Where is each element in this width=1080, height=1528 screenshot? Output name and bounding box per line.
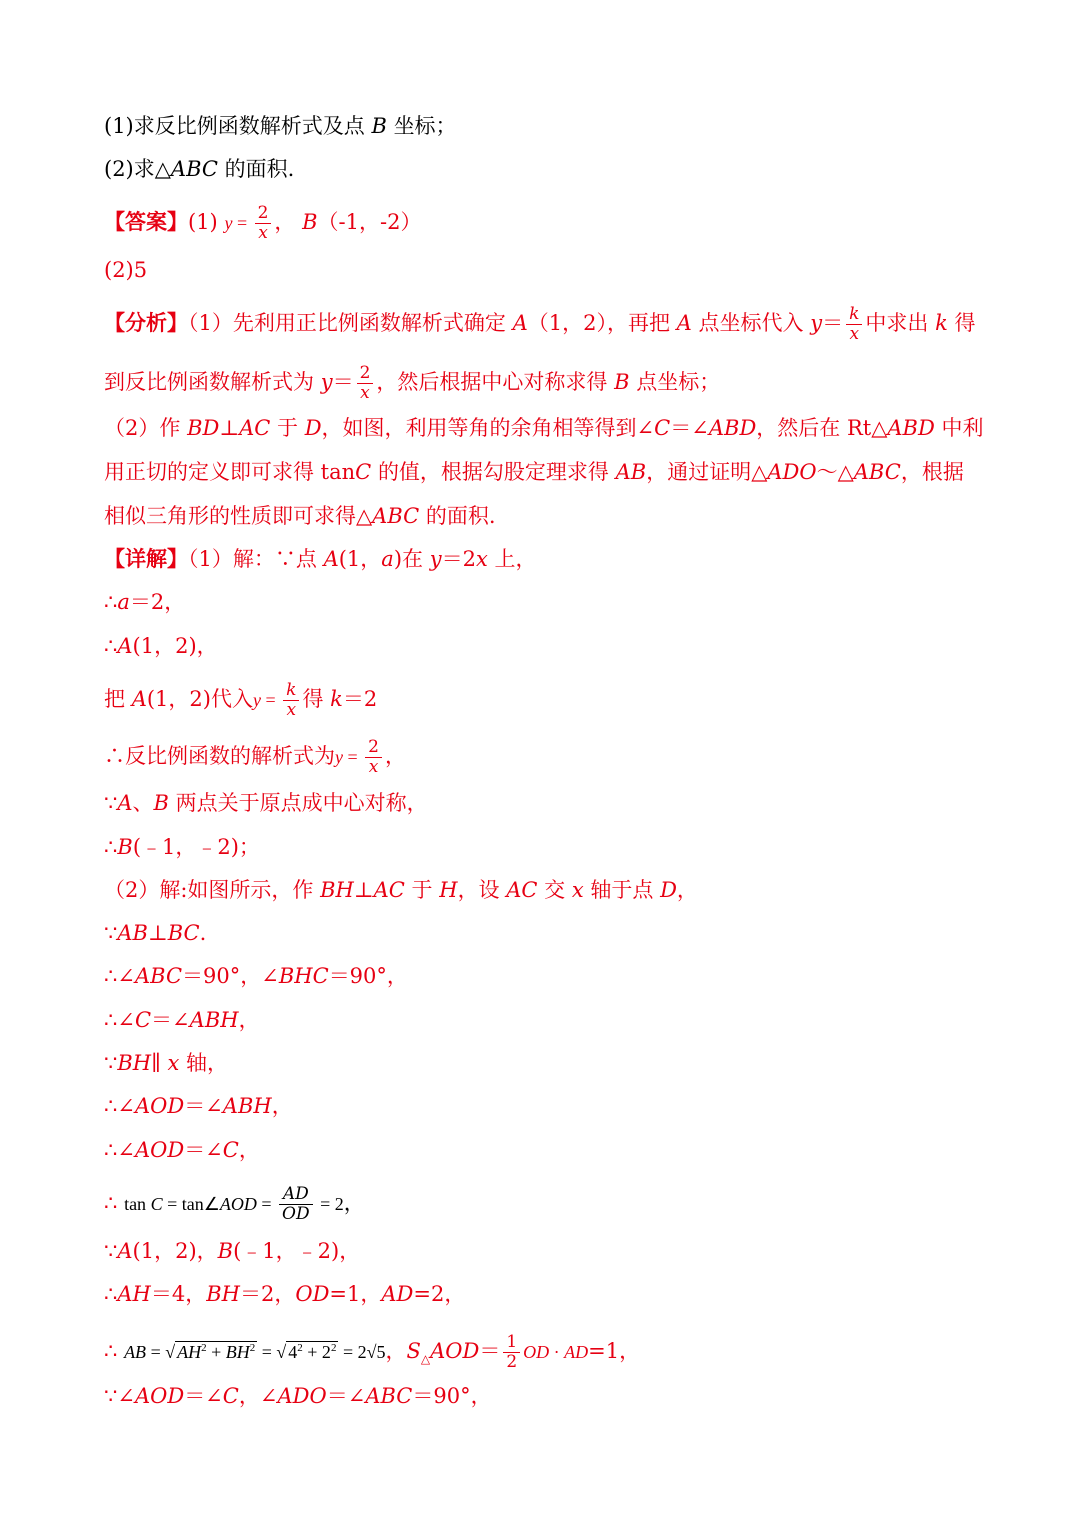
answer-line-1: 【答案】(1) y = $\frac{2}{x}$ ， B（-1，-2） bbox=[104, 203, 422, 243]
detail-line-18: ∴ AB = √ $AH^2 + BH^2$ = √ $4^2 + 2^2 = 2√5$，$S_\triangle AOD=$ $\frac{1}{2}$ OD · AD=1， bbox=[104, 1332, 641, 1372]
question-part-2: (2)求△ABC 的面积. bbox=[104, 157, 295, 181]
detail-line-11: ∴∠C＝∠ABH， bbox=[104, 1008, 260, 1032]
analysis-line-4: 用正切的定义即可求得 tanC 的值，根据勾股定理求得 AB，通过证明△ADO～△ABC，根据 bbox=[104, 460, 964, 484]
detail-line-4: 把 A(1，2)代入y = $\frac{k}{x}$ 得 k＝2 bbox=[104, 680, 378, 720]
detail-line-5: ∴反比例函数的解析式为y = $\frac{2}{x}$ ， bbox=[104, 737, 406, 777]
detail-line-17: ∴AH＝4，BH＝2，OD=1，AD=2， bbox=[104, 1282, 466, 1306]
detail-line-9: ∵AB⊥BC. bbox=[104, 921, 207, 945]
detail-tag: 【详解】 bbox=[104, 546, 188, 571]
detail-line-13: ∴∠AOD＝∠ABH， bbox=[104, 1094, 293, 1118]
detail-line-19: ∵∠AOD＝∠C，∠ADO＝∠ABC＝90°， bbox=[104, 1384, 492, 1408]
detail-line-1: 【详解】（1）解：∵点 A(1，a)在 y＝2x 上， bbox=[104, 546, 537, 571]
detail-line-8: （2）解:如图所示，作 BH⊥AC 于 H，设 AC 交 x 轴于点 D， bbox=[104, 878, 698, 902]
answer-line-2: (2)5 bbox=[104, 258, 148, 282]
analysis-line-1: 【分析】（1）先利用正比例函数解析式确定 A（1，2），再把 A 点坐标代入 y＝ $\frac{k}{x}$ 中求出 k 得 bbox=[104, 304, 976, 344]
analysis-line-2: 到反比例函数解析式为 y＝ $\frac{2}{x}$ ，然后根据中心对称求得 B 点坐标； bbox=[104, 363, 721, 403]
detail-line-2: ∴a＝2， bbox=[104, 590, 186, 614]
question-part-1: (1)求反比例函数解析式及点 B 坐标； bbox=[104, 114, 457, 138]
analysis-line-5: 相似三角形的性质即可求得△ABC 的面积. bbox=[104, 504, 496, 528]
analysis-line-3: （2）作 BD⊥AC 于 D，如图，利用等角的余角相等得到∠C＝∠ABD，然后在 Rt△ABD 中利 bbox=[104, 416, 984, 440]
detail-line-7: ∴B(﹣1，﹣2)； bbox=[104, 835, 260, 859]
detail-line-16: ∵A(1，2)，B(﹣1，﹣2)， bbox=[104, 1239, 361, 1263]
detail-line-10: ∴∠ABC＝90°，∠BHC＝90°， bbox=[104, 964, 408, 988]
detail-line-15: ∴ tan C = tan∠AOD = $\frac{AD}{OD}$ = 2， bbox=[104, 1184, 365, 1224]
answer-tag: 【答案】 bbox=[104, 209, 188, 234]
detail-line-6: ∵A、B 两点关于原点成中心对称， bbox=[104, 791, 428, 815]
analysis-tag: 【分析】 bbox=[104, 310, 188, 335]
detail-line-12: ∵BH∥ x 轴， bbox=[104, 1051, 229, 1075]
detail-line-3: ∴A(1，2)， bbox=[104, 634, 218, 658]
detail-line-14: ∴∠AOD＝∠C， bbox=[104, 1138, 260, 1162]
